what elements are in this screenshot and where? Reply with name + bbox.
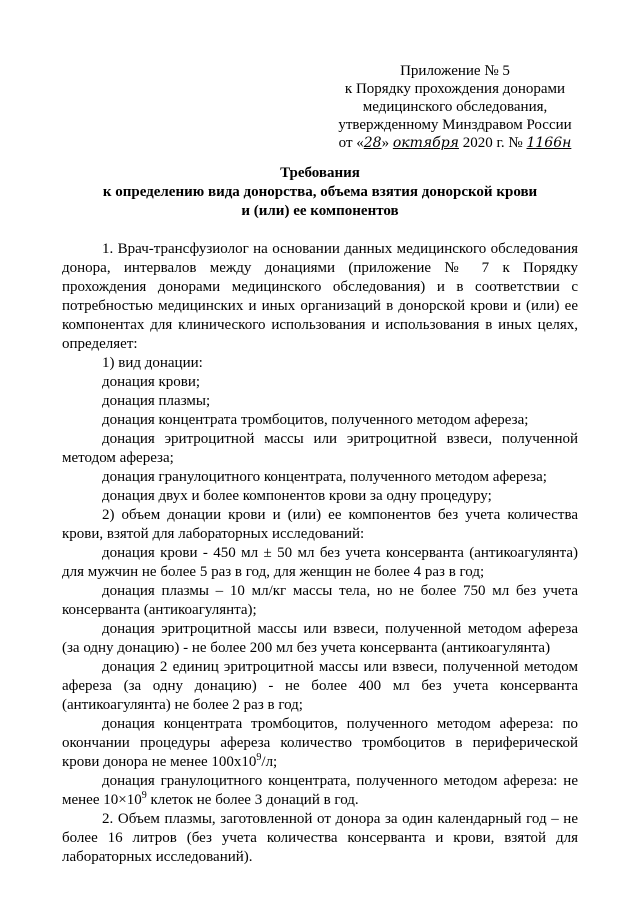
- granulocyte-exponent: 9: [141, 790, 147, 801]
- annex-line-1: Приложение № 5: [400, 63, 510, 79]
- list-item: [62, 772, 578, 810]
- list-item: донация 2 единиц эритроцитной массы или взвеси, полученной методом афереза (за одну донацию) - не более 400 мл без учета консерванта (антикоагулянта) не более 2 раз в год;: [62, 659, 578, 713]
- list-item: донация крови - 450 мл ± 50 мл без учета консерванта (антикоагулянта) для мужчин не более 5 раз в год, для женщин не более 4 раз в год;: [62, 545, 578, 580]
- date-day-handwritten: 28: [363, 135, 382, 151]
- document-number-handwritten: 1166н: [526, 135, 572, 151]
- title-line-2: к определению вида донорства, объема взятия донорской крови: [102, 184, 538, 200]
- annex-date-line: [330, 134, 580, 152]
- list-item: 2) объем донации крови и (или) ее компонентов без учета количества крови, взятой для лабораторных исследований:: [62, 507, 578, 542]
- paragraph-2: 2. Объем плазмы, заготовленной от донора за один календарный год – не более 16 литров (без учета количества консерванта и крови, взятой для лабораторных исследований).: [62, 811, 578, 865]
- paragraph-1: 1. Врач-трансфузиолог на основании данных медицинского обследования донора, интервалов между донациями (приложение № 7 к Порядку прохождения донорами медицинского обследования) и в соответствии с потребностью медицинских и иных организаций в донорской крови и (или) ее компонентах для клинического использования и использования в иных целях, определяет:: [62, 241, 578, 352]
- platelet-text: донация концентрата тромбоцитов, полученного методом афереза: по окончании процедуры афереза количество тромбоцитов в периферической крови донора не менее 100x10: [62, 716, 578, 770]
- list-item: донация гранулоцитного концентрата, полученного методом афереза;: [102, 469, 547, 485]
- title-line-3: и (или) ее компонентов: [241, 203, 399, 219]
- annex-line-4: утвержденному Минздравом России: [338, 117, 572, 133]
- list-item: донация эритроцитной массы или эритроцитной взвеси, полученной методом афереза;: [62, 431, 578, 466]
- date-mid: »: [381, 135, 390, 151]
- list-item: донация двух и более компонентов крови за одну процедуру;: [102, 488, 492, 504]
- list-item: донация плазмы;: [102, 393, 211, 409]
- date-prefix: от «: [338, 135, 364, 151]
- annex-line-3: медицинского обследования,: [362, 99, 548, 115]
- document-title: [62, 164, 578, 221]
- list-item: донация концентрата тромбоцитов, полученного методом афереза;: [102, 412, 529, 428]
- platelet-exponent: 9: [256, 752, 262, 763]
- list-item: донация крови;: [102, 374, 201, 390]
- platelet-unit: /л;: [261, 754, 278, 770]
- annex-line-2: к Порядку прохождения донорами: [344, 81, 566, 97]
- document-body: [62, 240, 578, 867]
- annex-header: [330, 62, 580, 152]
- title-line-1: Требования: [280, 165, 360, 181]
- date-year: 2020 г. №: [462, 135, 523, 151]
- list-item: донация плазмы – 10 мл/кг массы тела, но не более 750 мл без учета консерванта (антикоагулянта);: [62, 583, 578, 618]
- list-item: донация эритроцитной массы или взвеси, полученной методом афереза (за одну донацию) - не более 200 мл без учета консерванта (антикоагулянта): [62, 621, 578, 656]
- granulocyte-tail: клеток не более 3 донаций в год.: [146, 792, 359, 808]
- list-item: 1) вид донации:: [102, 355, 203, 371]
- date-month-handwritten: октября: [392, 135, 459, 151]
- list-item: [62, 715, 578, 772]
- granulocyte-text: донация гранулоцитного концентрата, полученного методом афереза: не менее 10×10: [62, 773, 578, 808]
